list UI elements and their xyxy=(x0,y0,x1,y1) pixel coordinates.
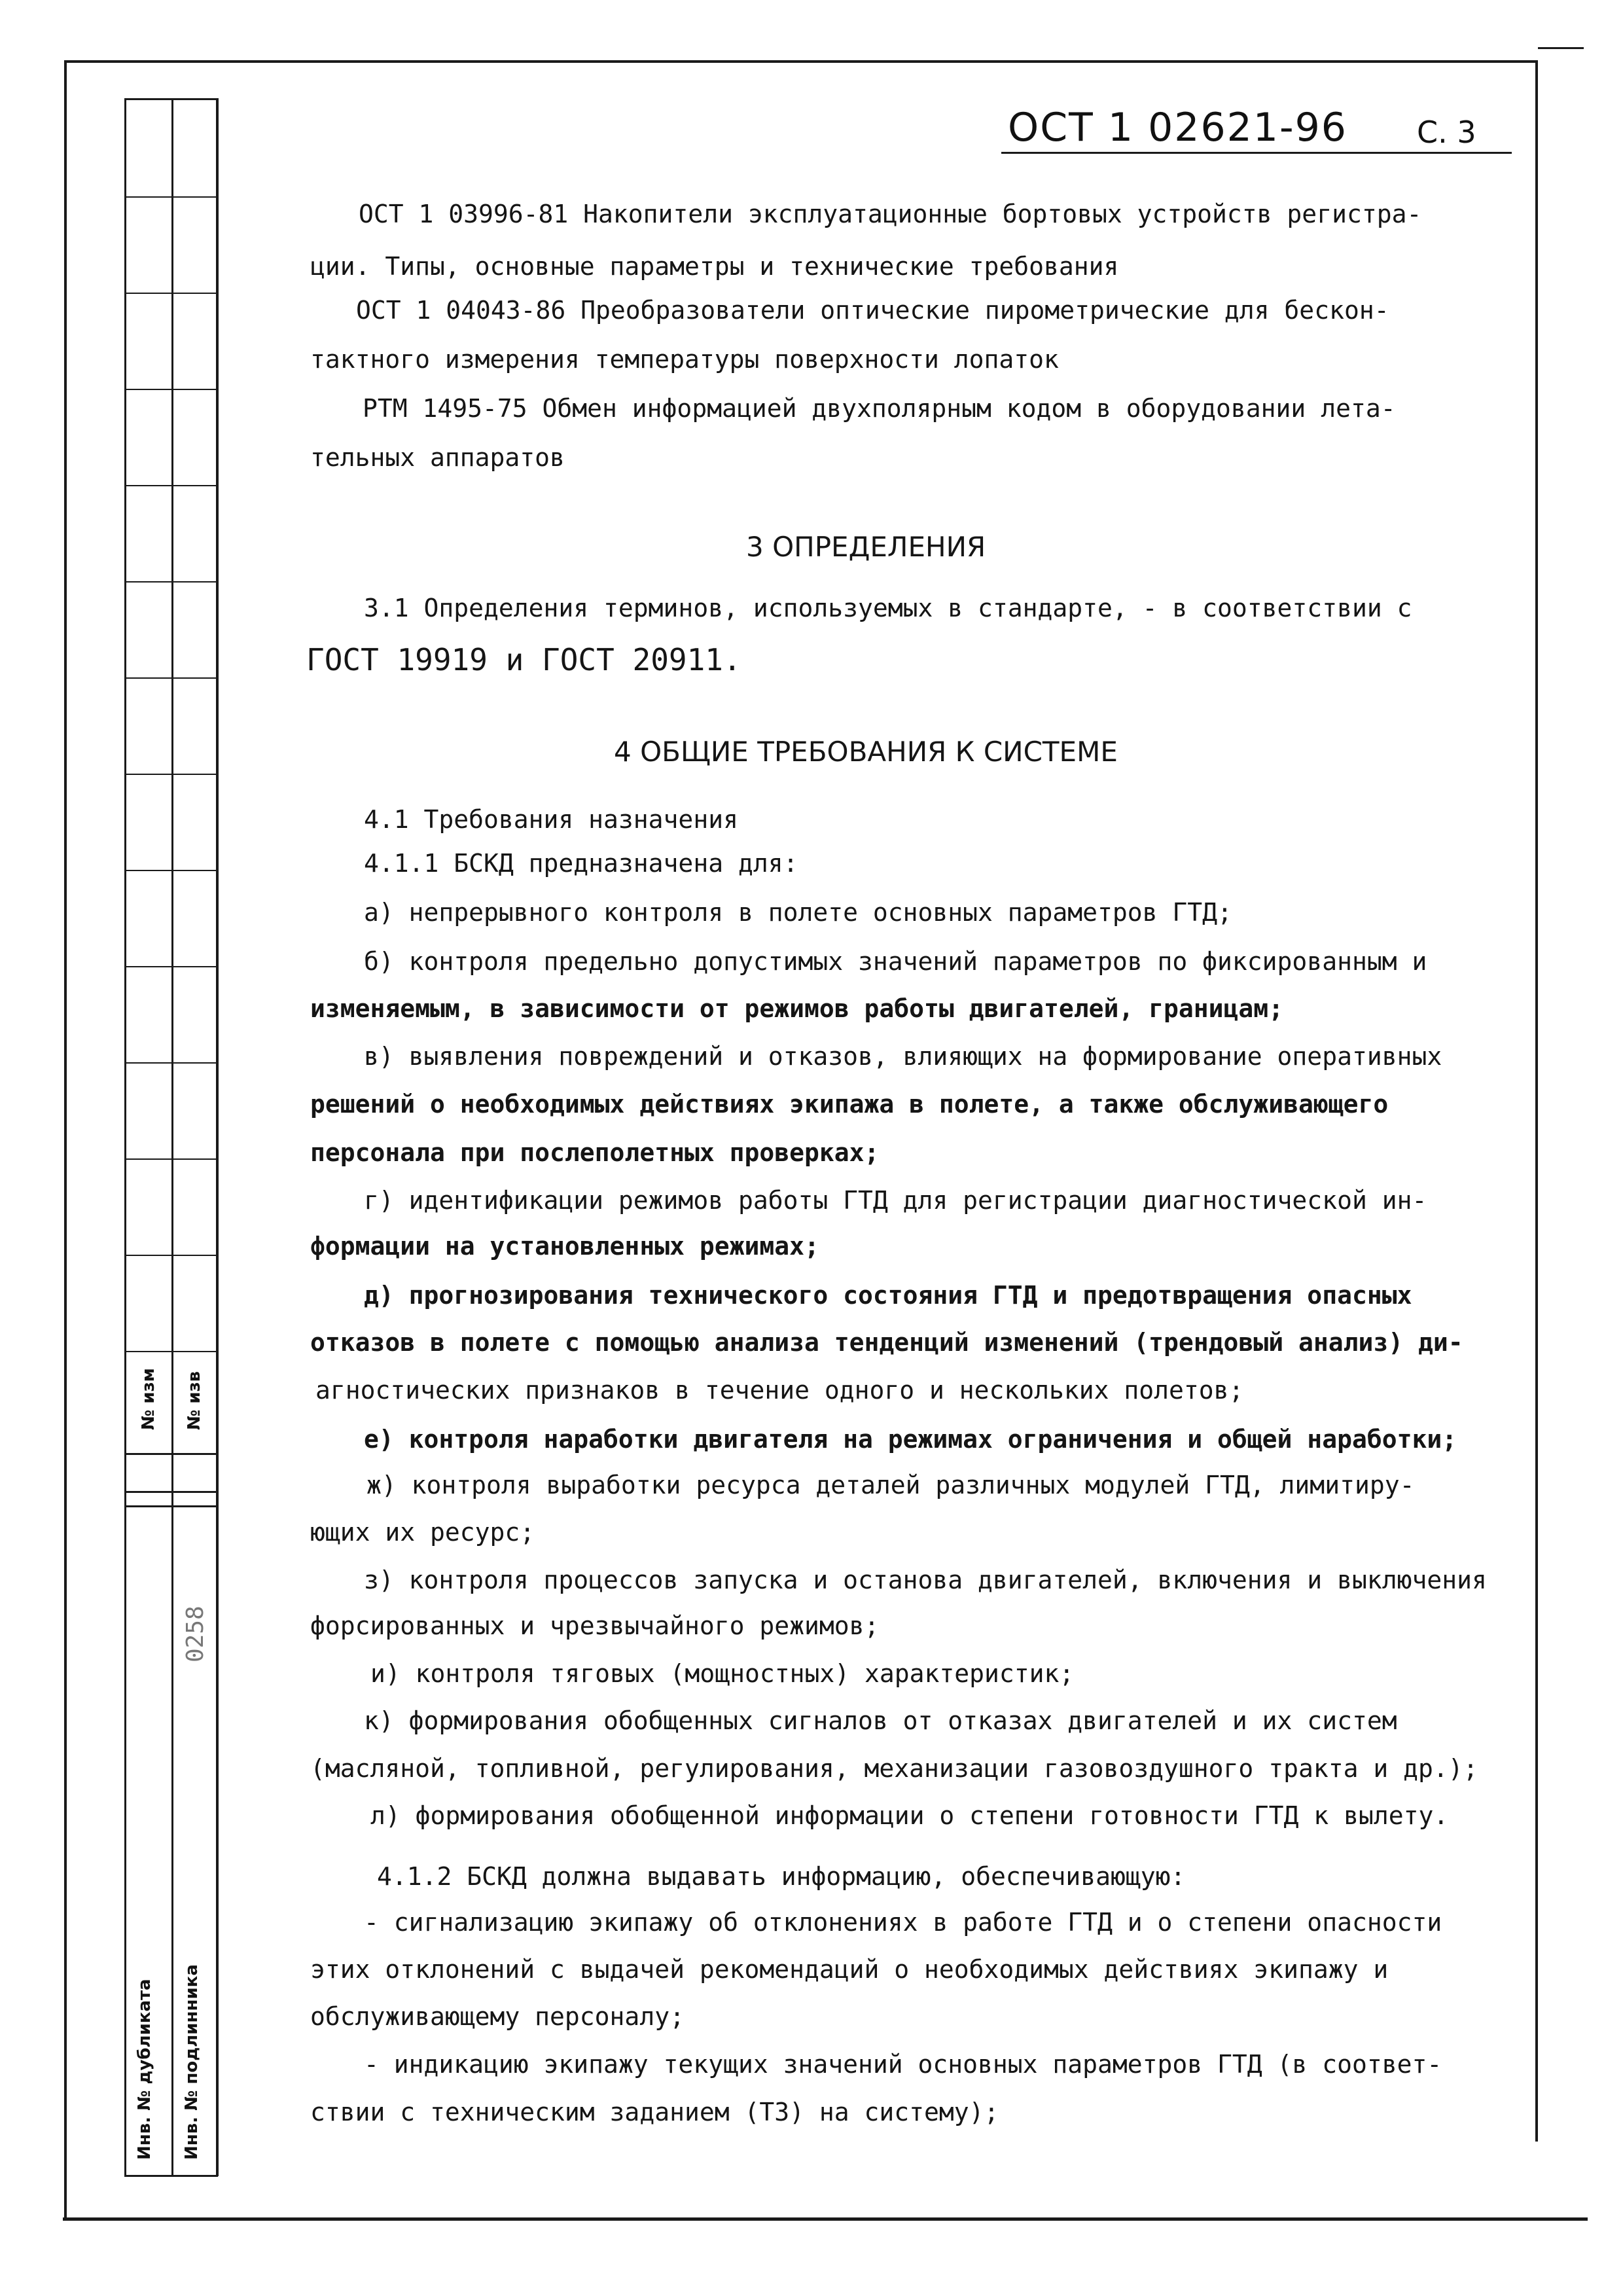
stamp-col-line-2 xyxy=(171,98,173,2176)
text-line: агностических признаков в течение одного и нескольких полетов; xyxy=(315,1376,1244,1405)
text-line: тактного измерения температуры поверхности лопаток xyxy=(310,345,1059,374)
text-line: и) контроля тяговых (мощностных) характеристик; xyxy=(370,1659,1075,1688)
text-line: д) прогнозирования технического состояния ГТД и предотвращения опасных xyxy=(364,1281,1412,1310)
text-line: тельных аппаратов xyxy=(310,443,565,472)
section-heading: 4 ОБЩИЕ ТРЕБОВАНИЯ К СИСТЕМЕ xyxy=(614,736,1118,768)
text-line: л) формирования обобщенной информации о степени готовности ГТД к вылету. xyxy=(370,1801,1449,1830)
frame-top-line xyxy=(65,60,1538,63)
stamp-grid-tick xyxy=(126,1158,216,1160)
text-line: персонала при послеполетных проверках; xyxy=(310,1138,880,1167)
text-line: 4.1.1 БСКД предназначена для: xyxy=(364,849,798,878)
document-code: ОСТ 1 02621-96 xyxy=(1008,105,1347,151)
stamp-grid-tick xyxy=(126,774,216,775)
text-line: - индикацию экипажу текущих значений основных параметров ГТД (в соответ- xyxy=(364,2050,1442,2079)
section-heading: 3 ОПРЕДЕЛЕНИЯ xyxy=(746,531,986,563)
stamp-bottom-line xyxy=(124,2175,218,2177)
text-line: формации на установленных режимах; xyxy=(310,1232,819,1261)
text-line: (масляной, топливной, регулирования, механизации газовоздушного тракта и др.); xyxy=(310,1754,1478,1783)
text-line: - сигнализацию экипажу об отклонениях в работе ГТД и о степени опасности xyxy=(364,1908,1442,1937)
stamp-grid-tick xyxy=(126,581,216,583)
text-line: этих отклонений с выдачей рекомендаций о необходимых действиях экипажу и xyxy=(310,1955,1389,1984)
text-line: 4.1.2 БСКД должна выдавать информацию, обеспечивающую: xyxy=(377,1862,1186,1891)
page-number: С. 3 xyxy=(1417,115,1476,150)
text-line: ции. Типы, основные параметры и технические требования xyxy=(310,252,1119,281)
text-line: ОСТ 1 03996-81 Накопители эксплуатационные бортовых устройств регистра- xyxy=(359,200,1422,228)
text-line: форсированных и чрезвычайного режимов; xyxy=(310,1611,880,1640)
stamp-col-line-1 xyxy=(124,98,126,2176)
text-line: к) формирования обобщенных сигналов от отказах двигателей и их систем xyxy=(364,1706,1397,1735)
frame-left-line xyxy=(64,60,67,2220)
stamp-grid-tick xyxy=(126,293,216,294)
stamp-grid-tick xyxy=(126,1255,216,1256)
stamp-grid-tick xyxy=(126,196,216,198)
stamp-grid-tick xyxy=(126,870,216,871)
stamp-dup-inv-label: Инв. № дубликата xyxy=(135,1979,154,2160)
text-line: решений о необходимых действиях экипажа в полете, а также обслуживающего xyxy=(310,1090,1389,1119)
text-line: е) контроля наработки двигателя на режимах ограничения и общей наработки; xyxy=(364,1425,1457,1454)
text-line: з) контроля процессов запуска и останова двигателей, включения и выключения xyxy=(364,1566,1487,1594)
text-line: ж) контроля выработки ресурса деталей различных модулей ГТД, лимитиру- xyxy=(366,1471,1415,1499)
stamp-divider-3 xyxy=(124,1505,218,1507)
stamp-grid-tick xyxy=(126,389,216,390)
text-line: отказов в полете с помощью анализа тенденций изменений (трендовый анализ) ди- xyxy=(310,1328,1463,1357)
text-line: РТМ 1495-75 Обмен информацией двухполярным кодом в оборудовании лета- xyxy=(363,394,1396,423)
text-line: г) идентификации режимов работы ГТД для регистрации диагностической ин- xyxy=(364,1186,1427,1215)
stamp-izv-label: № изв xyxy=(185,1371,204,1430)
stamp-grid-tick xyxy=(126,966,216,967)
text-line: 3.1 Определения терминов, используемых в стандарте, - в соответствии с xyxy=(364,594,1412,622)
stamp-top-line xyxy=(124,98,218,100)
stamp-divider-2 xyxy=(124,1491,218,1493)
frame-right-line xyxy=(1535,60,1538,2142)
stamp-izm-label: № изм xyxy=(139,1368,158,1430)
stamp-col-line-3 xyxy=(216,98,219,2176)
stamp-grid-tick xyxy=(126,1351,216,1352)
text-line: ОСТ 1 04043-86 Преобразователи оптические пирометрические для бескон- xyxy=(356,296,1389,325)
stamp-divider-1 xyxy=(124,1453,218,1455)
text-line: обслуживающему персоналу; xyxy=(310,2002,685,2031)
stamp-grid-tick xyxy=(126,485,216,486)
text-line: б) контроля предельно допустимых значений параметров по фиксированным и xyxy=(364,947,1427,976)
stamp-dup-code: 0258 xyxy=(182,1605,209,1662)
stamp-grid-tick xyxy=(126,1062,216,1064)
document-code-underline xyxy=(1001,152,1512,154)
frame-bottom-line xyxy=(63,2217,1588,2221)
text-line: ствии с техническим заданием (ТЗ) на систему); xyxy=(310,2098,999,2126)
text-line: в) выявления повреждений и отказов, влияющих на формирование оперативных xyxy=(364,1042,1442,1071)
frame-top-right-tick xyxy=(1538,47,1584,49)
text-line: ющих их ресурс; xyxy=(310,1518,535,1547)
stamp-grid-tick xyxy=(126,677,216,679)
text-line: ГОСТ 19919 и ГОСТ 20911. xyxy=(306,642,741,677)
text-line: изменяемым, в зависимости от режимов работы двигателей, границам; xyxy=(310,994,1284,1023)
text-line: а) непрерывного контроля в полете основных параметров ГТД; xyxy=(364,898,1232,927)
text-line: 4.1 Требования назначения xyxy=(364,805,738,834)
stamp-orig-inv-label: Инв. № подлинника xyxy=(182,1964,202,2160)
